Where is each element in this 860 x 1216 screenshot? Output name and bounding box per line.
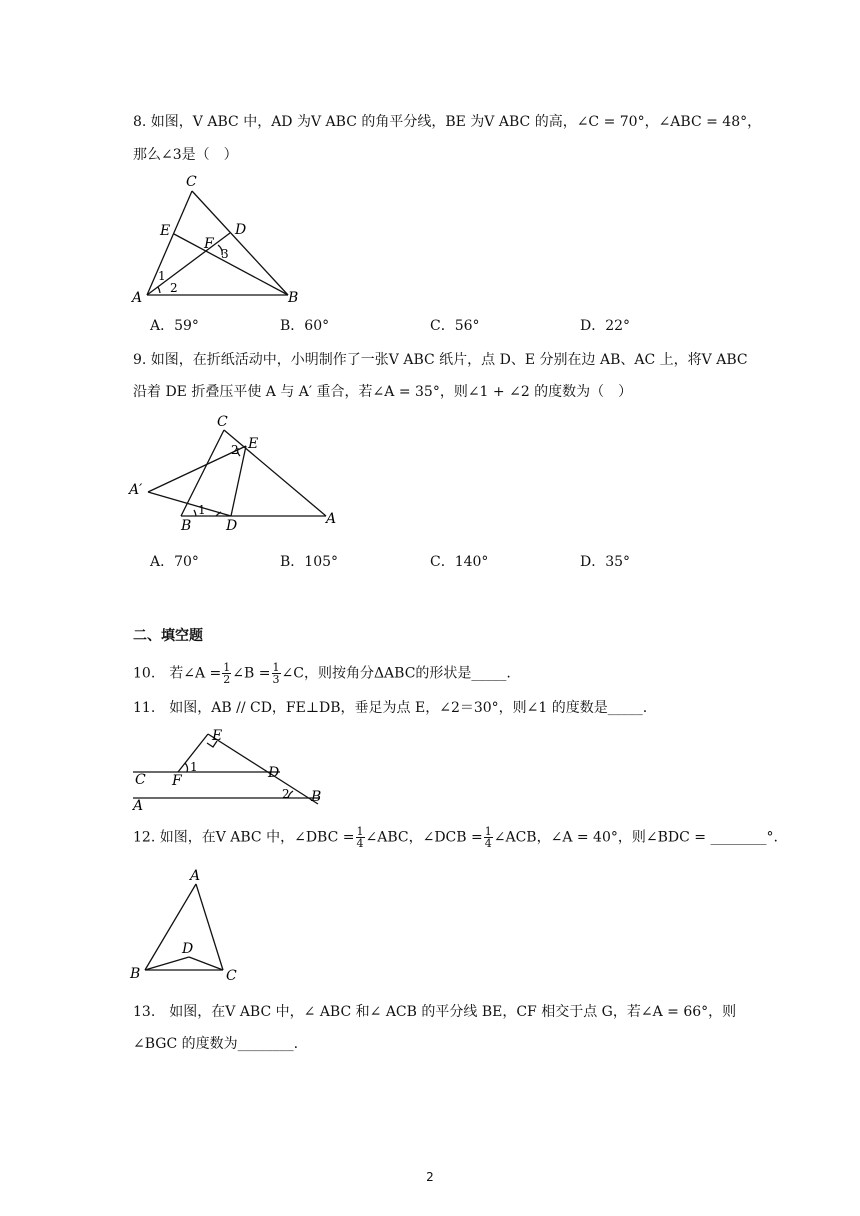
q11-stem: 11. 如图，AB // CD，FE⊥DB，垂足为点 E，∠2＝30°，则∠1 的度数是_____. [133, 700, 648, 716]
q9-label-e: E [248, 436, 259, 452]
q9-label-a-prime: A′ [129, 482, 143, 498]
q13-stem-line2: ∠BGC 的度数为________. [133, 1036, 299, 1052]
q10-f2-num: 1 [272, 661, 280, 674]
q12-label-c: C [226, 968, 237, 984]
q8-label-f: F [204, 236, 214, 252]
q12-triangle-figure [128, 866, 248, 986]
q9-label-c: C [217, 414, 228, 430]
q9-label-angle1: 1 [198, 503, 206, 517]
q12-label-b: B [130, 966, 141, 982]
q9-choice-a[interactable]: A．70° [150, 554, 199, 570]
q9-choice-b[interactable]: B．105° [280, 554, 339, 570]
q9-fold-figure [128, 410, 348, 535]
q8-label-c: C [186, 174, 197, 190]
page-number: 2 [426, 1170, 434, 1184]
q11-label-f: F [172, 773, 182, 789]
q11-label-d: D [268, 765, 280, 781]
q9-label-d: D [226, 518, 238, 534]
q9-stem-line2: 沿着 DE 折叠压平使 A 与 A′ 重合，若∠A = 35°，则∠1 + ∠2 的度数为（ ） [133, 384, 633, 400]
q12-stem [133, 825, 778, 850]
q11-label-b: B [311, 789, 322, 805]
q10-f2-den: 3 [272, 673, 280, 686]
q9-choice-d[interactable]: D．35° [580, 554, 631, 570]
q13-stem-line1: 13. 如图，在V ABC 中，∠ ABC 和∠ ACB 的平分线 BE，CF 相交于点 G，若∠A = 66°，则 [133, 1004, 737, 1020]
q8-choice-b[interactable]: B．60° [280, 318, 330, 334]
q8-triangle-figure [130, 170, 310, 310]
q8-choice-d[interactable]: D．22° [580, 318, 631, 334]
q12-f2-den: 4 [484, 837, 492, 850]
q12-fraction-1 [356, 826, 365, 849]
q9-label-angle2: 2 [231, 443, 239, 457]
q10-prefix: 10. 若∠A = [133, 665, 222, 682]
q11-label-c: C [135, 772, 146, 788]
q12-mid: ∠ABC，∠DCB = [365, 829, 483, 846]
q10-f1-num: 1 [223, 661, 231, 674]
q12-label-d: D [182, 941, 194, 957]
q12-prefix: 12. 如图，在V ABC 中，∠DBC = [133, 829, 355, 846]
q11-label-angle2: 2 [282, 787, 290, 801]
q10-fraction-1 [222, 662, 231, 685]
q12-f1-num: 1 [356, 825, 364, 838]
q8-label-e: E [160, 223, 171, 239]
q12-f1-den: 4 [356, 837, 364, 850]
q9-label-a: A [326, 511, 337, 527]
q9-label-b: B [181, 518, 192, 534]
q8-stem-line2: 那么∠3是（ ） [133, 147, 238, 163]
q8-choice-c[interactable]: C．56° [430, 318, 480, 334]
q8-label-angle2: 2 [170, 281, 178, 295]
q8-label-d: D [235, 222, 247, 238]
section-title-fill-in: 二、填空题 [133, 628, 203, 644]
q10-f1-den: 2 [223, 673, 231, 686]
q12-label-a: A [190, 868, 201, 884]
q10-mid: ∠B = [232, 665, 271, 682]
q9-choice-c[interactable]: C．140° [430, 554, 489, 570]
q8-choice-a[interactable]: A．59° [150, 318, 199, 334]
q12-f2-num: 1 [484, 825, 492, 838]
q8-label-a: A [132, 290, 143, 306]
q11-label-angle1: 1 [190, 760, 198, 774]
q8-label-angle1: 1 [158, 269, 166, 283]
q8-label-angle3: 3 [221, 247, 229, 261]
q8-label-b: B [288, 290, 299, 306]
q11-label-a: A [133, 798, 144, 814]
q12-fraction-2 [484, 826, 493, 849]
q11-label-e: E [212, 728, 223, 744]
q12-suffix: ∠ACB，∠A = 40°，则∠BDC = ________°. [493, 829, 778, 846]
q10-fraction-2 [272, 662, 281, 685]
q10-suffix: ∠C，则按角分ΔABC的形状是_____. [281, 665, 511, 682]
q9-stem-line1: 9. 如图，在折纸活动中，小明制作了一张V ABC 纸片，点 D、E 分别在边 AB、AC 上，将V ABC [133, 352, 748, 368]
q8-stem-line1: 8. 如图，V ABC 中，AD 为V ABC 的角平分线，BE 为V ABC 的高，∠C = 70°，∠ABC = 48°， [133, 114, 762, 130]
q11-parallel-lines-figure [130, 728, 340, 813]
q10-stem [133, 662, 764, 685]
